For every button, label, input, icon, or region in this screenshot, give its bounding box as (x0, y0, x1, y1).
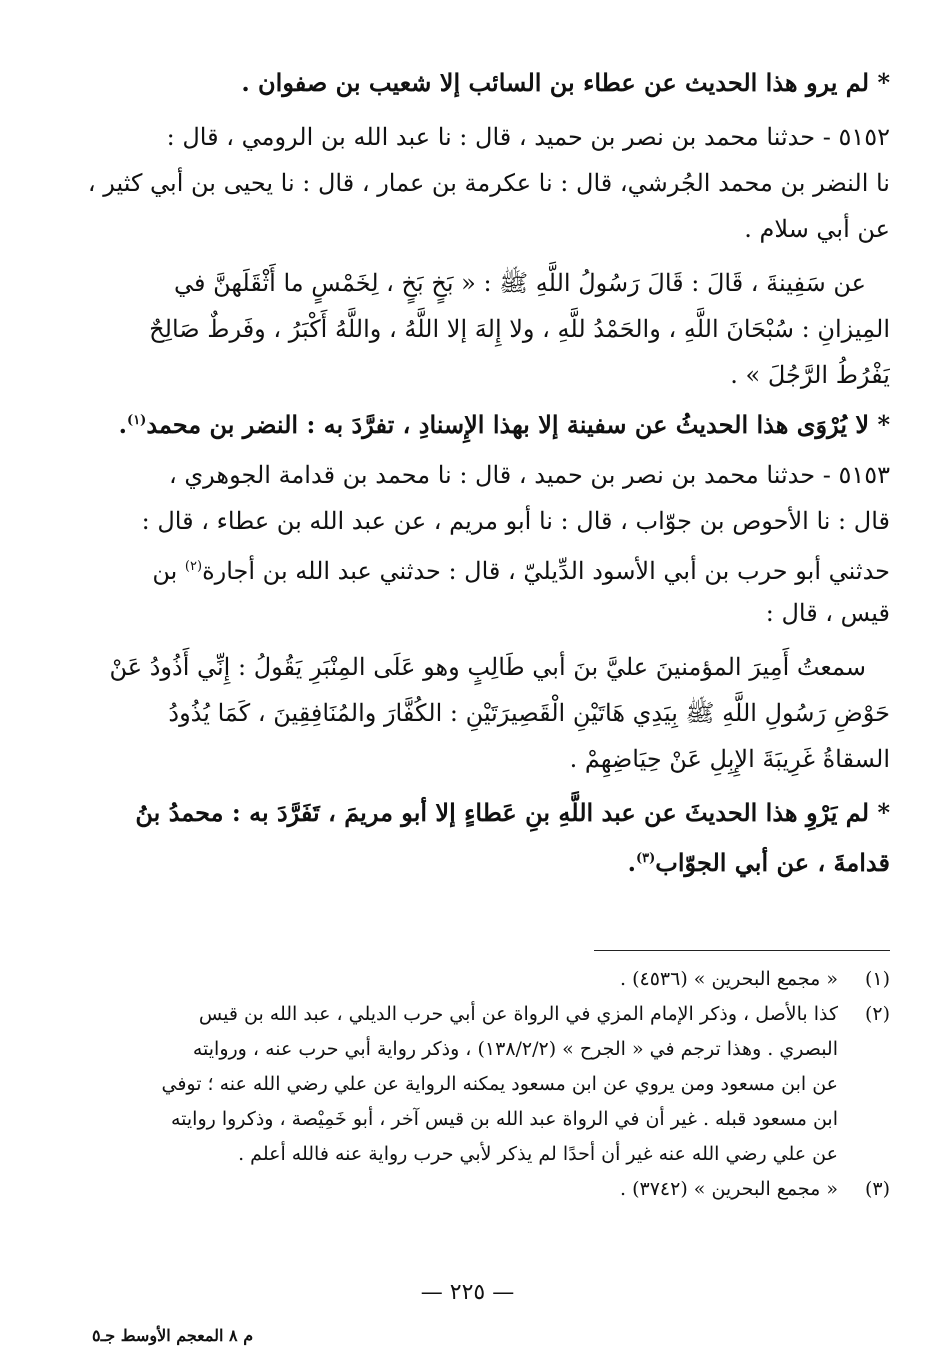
footnote-ref: (١) (127, 413, 147, 428)
footnote-2-cont (58, 1137, 890, 1172)
footnote-text: ابن مسعود قبله . غير أن في الرواة عبد الله بن قيس آخر ، أبو خَمِيْصة ، وذكروا روايته (170, 1108, 838, 1130)
note-text: قدامةَ ، عن أبي الجوّاب (655, 848, 890, 877)
note-text: * لا يُرْوَى هذا الحديثُ عن سفينة إلا بهذا الإِسنادِ ، تفرَّدَ به : النضر بن محمد (146, 410, 890, 439)
footnote-mark: (١) (864, 968, 890, 990)
footnote-text: « مجمع البحرين » (٣٧٤٢) . (620, 1178, 838, 1200)
footnote-ref: (٣) (636, 851, 656, 866)
footnote-text: عن علي رضي الله عنه غير أن أحدًا لم يذكر لأبي حرب رواية عنه فالله أعلم . (238, 1143, 838, 1165)
footnote-2-cont (58, 1067, 890, 1102)
text-line (58, 544, 890, 590)
matn-line: حَوْضِ رَسُولِ اللَّهِ ﷺ بِيَدِي هَاتَيْنِ الْقَصِيرَتَيْنِ : الكُفَّارَ والمُنَافِقِينَ ، كَمَا يُذُودُ (168, 699, 890, 727)
footnote-mark: (٢) (864, 1003, 890, 1025)
matn-line: المِيزانِ : سُبْحَانَ اللَّهِ ، والحَمْدُ للَّهِ ، ولا إِلهَ إلا اللَّهُ ، واللَّهُ أَكْبَرُ ، وفَرطٌ صَالِحٌ (149, 315, 890, 343)
text-line: قيس ، قال : (765, 599, 890, 627)
footnote-text: « مجمع البحرين » (٤٥٣٦) . (620, 968, 838, 990)
footnote-text: عن ابن مسعود ومن يروي عن ابن مسعود يمكنه الرواية عن علي رضي الله عنه ؛ توفي (161, 1073, 838, 1095)
page-number: — ٢٢٥ — (420, 1280, 515, 1305)
footnote-2-cont (58, 1102, 890, 1137)
ibn-word: بن (152, 557, 178, 585)
footnote-3 (58, 1172, 890, 1207)
matn-line: السقاةُ غَرِيبَةَ الإِبِلِ عَنْ حِيَاضِهِمْ . (569, 745, 890, 773)
footnote-text: البصري . وهذا ترجم في « الجرح » (١٣٨/٢/٢) ، وذكر رواية أبي حرب عنه ، وروايته (192, 1038, 838, 1060)
matn-line: يَفْرُطُ الرَّجُلَ » . (730, 361, 890, 389)
footnote-text: كذا بالأصل ، وذكر الإمام المزي في الرواة عن أبي حرب الديلي ، عبد الله بن قيس (198, 1003, 838, 1025)
footnote-2 (58, 997, 890, 1032)
footnote-ref: (٢) (184, 559, 203, 574)
text-line: نا النضر بن محمد الجُرشي، قال : نا عكرمة بن عمار ، قال : نا يحيى بن أبي كثير ، (87, 169, 890, 197)
matn-line: سمعتُ أَمِيرَ المؤمنينَ عليَّ بنَ أبي طَالِبٍ وهو عَلَى المِنْبَرِ يَقُولُ : إِنِّي أَذُودُ عَنْ (109, 653, 866, 681)
footnotes (58, 962, 890, 1207)
footnote-mark: (٣) (864, 1178, 890, 1200)
signature-mark: م ٨ المعجم الأوسط جـ٥ (92, 1326, 254, 1345)
text-line: قال : نا الأحوص بن جوّاب ، قال : نا أبو مريم ، عن عبد الله بن عطاء ، قال : (141, 507, 890, 535)
text-line: * لم يرو هذا الحديث عن عطاء بن السائب إلا شعيب بن صفوان . (241, 68, 890, 97)
note-line: قدامةَ ، عن أبي الجوّاب$^{(٣)}$. (627, 848, 890, 877)
text-line: عن أبي سلام . (744, 215, 890, 243)
page-body (58, 60, 890, 882)
footnote-divider (594, 950, 890, 951)
note-line: * لا يُرْوَى هذا الحديثُ عن سفينة إلا بهذا الإِسنادِ ، تفرَّدَ به : النضر بن محمد$^{(١)}$. (118, 410, 890, 439)
footnote-1 (58, 962, 890, 997)
matn-line: عن سَفِينةَ ، قَالَ : قَالَ رَسُولُ اللَّهِ ﷺ : « بَخٍ بَخٍ ، لِخَمْسٍ ما أَثْقَلَهنَّ في (173, 269, 866, 297)
text-span: حدثني أبو حرب بن أبي الأسود الدِّيليّ ، قال : حدثني عبد الله بن أجارة (202, 557, 890, 585)
hadith-5153-line: ٥١٥٣ - حدثنا محمد بن نصر بن حميد ، قال : نا محمد بن قدامة الجوهري ، (169, 461, 890, 489)
note-line: * لم يَرْوِ هذا الحديثَ عن عبد اللَّهِ بنِ عَطاءٍ إلا أبو مريمَ ، تَفَرَّدَ به : محمدُ بنُ (135, 798, 890, 827)
hadith-5152-line: ٥١٥٢ - حدثنا محمد بن نصر بن حميد ، قال : نا عبد الله بن الرومي ، قال : (166, 123, 890, 151)
footnote-2-cont (58, 1032, 890, 1067)
